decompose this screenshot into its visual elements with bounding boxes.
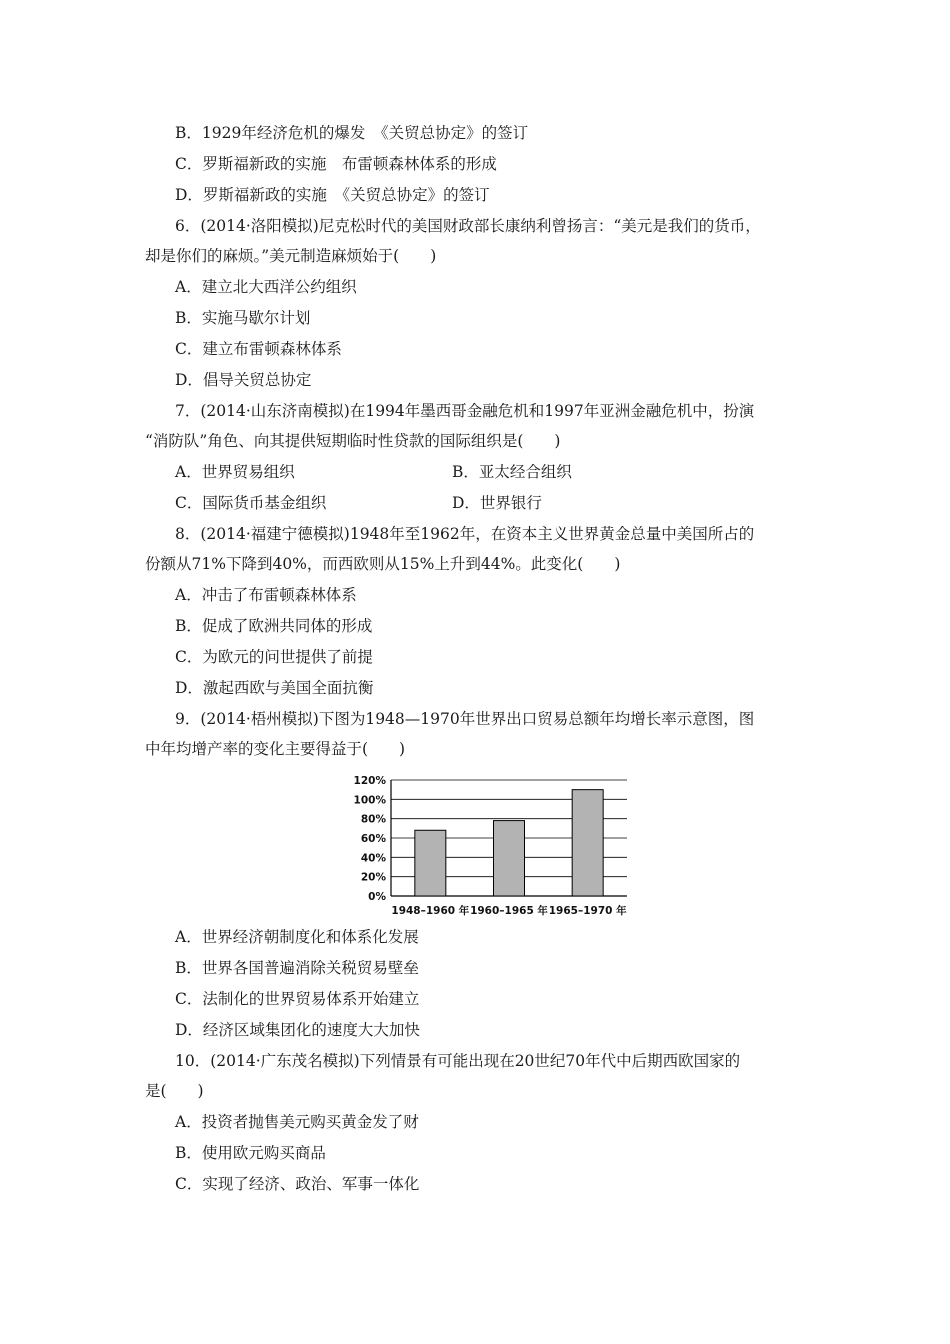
q9-option-b: B．世界各国普遍消除关税贸易壁垒 bbox=[175, 959, 419, 977]
q10-option-c: C．实现了经济、政治、军事一体化 bbox=[175, 1175, 420, 1193]
q8-option-c: C．为欧元的问世提供了前提 bbox=[175, 648, 373, 666]
chart-bars bbox=[415, 790, 603, 896]
q7-stem-line1: 7．(2014·山东济南模拟)在1994年墨西哥金融危机和1997年亚洲金融危机中，扮演 bbox=[175, 402, 755, 420]
q9-stem-line1: 9．(2014·梧州模拟)下图为1948—1970年世界出口贸易总额年均增长率示意图，图 bbox=[175, 710, 755, 728]
q7-option-b: B．亚太经合组织 bbox=[452, 463, 572, 481]
q8-stem-line1: 8．(2014·福建宁德模拟)1948年至1962年，在资本主义世界黄金总量中美国所占的 bbox=[175, 525, 755, 543]
q5-option-d: D．罗斯福新政的实施 《关贸总协定》的签订 bbox=[175, 186, 490, 204]
q6-option-d: D．倡导关贸总协定 bbox=[175, 371, 312, 389]
q8-option-a: A．冲击了布雷顿森林体系 bbox=[175, 586, 357, 604]
chart-y-tick-label: 40% bbox=[360, 852, 386, 865]
q5-option-c: C．罗斯福新政的实施 布雷顿森林体系的形成 bbox=[175, 155, 497, 173]
chart-y-tick-label: 100% bbox=[353, 794, 386, 807]
q10-stem-line2: 是( ) bbox=[145, 1082, 204, 1100]
q6-stem-line2: 却是你们的麻烦。”美元制造麻烦始于( ) bbox=[145, 247, 437, 265]
chart-y-ticks bbox=[354, 775, 387, 903]
growth-rate-bar-chart bbox=[345, 768, 645, 920]
chart-x-tick-label: 1948–1960 年 bbox=[391, 905, 470, 917]
chart-y-tick-label: 120% bbox=[353, 775, 386, 787]
q9-option-c: C．法制化的世界贸易体系开始建立 bbox=[175, 990, 420, 1008]
q7-stem-line2: “消防队”角色、向其提供短期临时性贷款的国际组织是( ) bbox=[145, 432, 561, 450]
q8-stem-line2: 份额从71%下降到40%，而西欧则从15%上升到44%。此变化( ) bbox=[145, 555, 621, 573]
chart-bar bbox=[572, 790, 603, 896]
q6-option-b: B．实施马歇尔计划 bbox=[175, 309, 311, 327]
q7-option-d: D．世界银行 bbox=[452, 494, 542, 512]
chart-x-tick-label: 1960–1965 年 bbox=[470, 905, 548, 917]
chart-bar bbox=[415, 830, 446, 896]
q9-option-a: A．世界经济朝制度化和体系化发展 bbox=[175, 928, 419, 946]
chart-bar bbox=[494, 821, 525, 896]
q9-option-d: D．经济区域集团化的速度大大加快 bbox=[175, 1021, 420, 1039]
q9-stem-line2: 中年均增产率的变化主要得益于( ) bbox=[145, 740, 406, 758]
q10-stem-line1: 10．(2014·广东茂名模拟)下列情景有可能出现在20世纪70年代中后期西欧国家的 bbox=[175, 1052, 741, 1070]
q7-option-a: A．世界贸易组织 bbox=[175, 463, 295, 481]
chart-x-ticks bbox=[391, 904, 627, 917]
chart-y-tick-label: 0% bbox=[368, 891, 386, 903]
chart-x-tick-label: 1965–1970 年 bbox=[548, 905, 627, 917]
chart-y-tick-label: 20% bbox=[360, 871, 386, 884]
q10-option-a: A．投资者抛售美元购买黄金发了财 bbox=[175, 1113, 419, 1131]
q10-option-b: B．使用欧元购买商品 bbox=[175, 1144, 326, 1162]
q6-option-c: C．建立布雷顿森林体系 bbox=[175, 340, 342, 358]
q8-option-d: D．激起西欧与美国全面抗衡 bbox=[175, 679, 374, 697]
chart-y-tick-label: 80% bbox=[360, 813, 386, 826]
q8-option-b: B．促成了欧洲共同体的形成 bbox=[175, 617, 373, 635]
q6-stem-line1: 6．(2014·洛阳模拟)尼克松时代的美国财政部长康纳利曾扬言：“美元是我们的货币， bbox=[175, 217, 761, 235]
q7-option-c: C．国际货币基金组织 bbox=[175, 494, 327, 512]
q6-option-a: A．建立北大西洋公约组织 bbox=[175, 278, 357, 296]
chart-y-tick-label: 60% bbox=[360, 833, 386, 845]
q5-option-b: B．1929年经济危机的爆发 《关贸总协定》的签订 bbox=[175, 124, 529, 142]
